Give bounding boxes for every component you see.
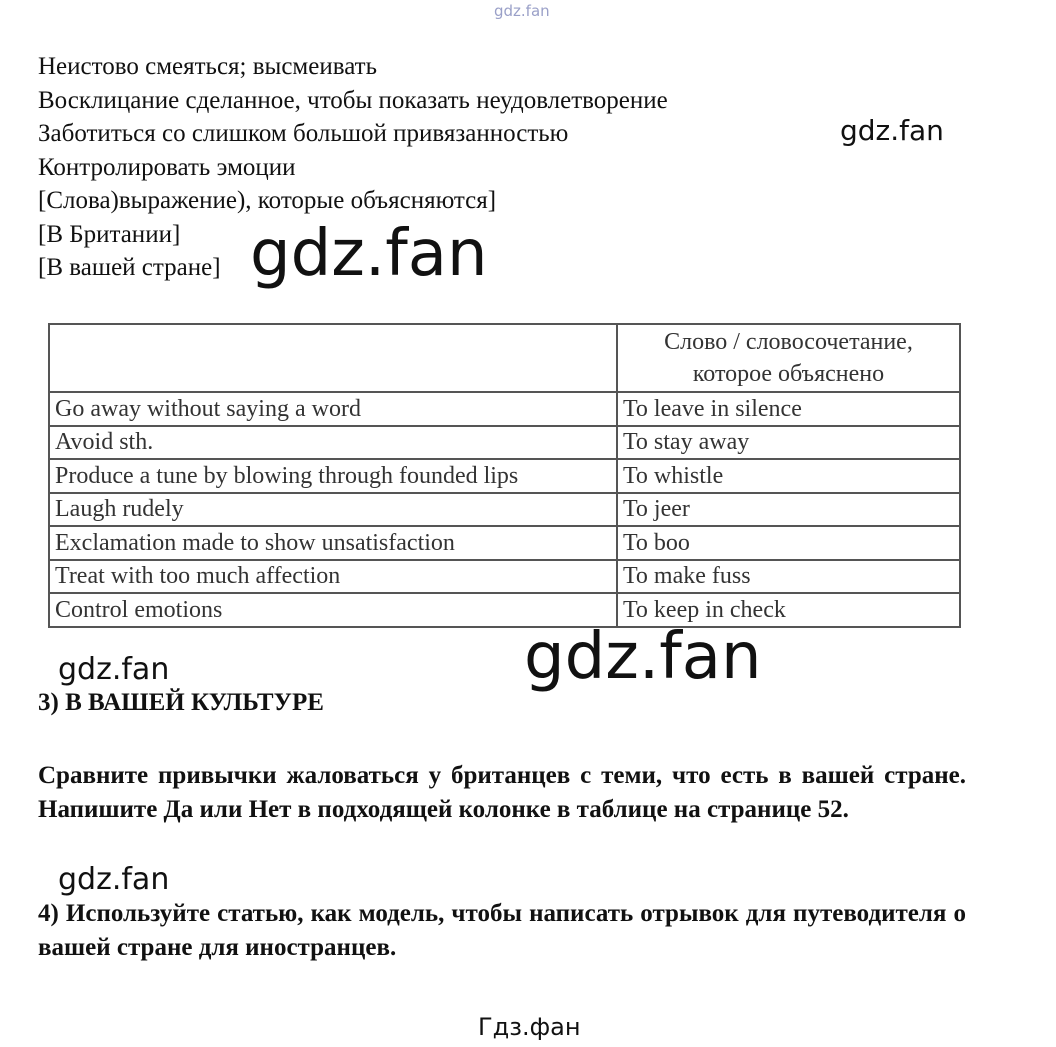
watermark-large: gdz.fan: [524, 620, 762, 694]
table-header-row: [49, 324, 960, 392]
table-row: [49, 459, 960, 493]
definition-cell: Control emotions: [49, 593, 617, 627]
table-header-definition: [49, 324, 617, 392]
intro-line: [В Британии]: [38, 220, 181, 248]
watermark-large: gdz.fan: [250, 217, 488, 291]
phrase-cell: To make fuss: [617, 560, 960, 594]
phrase-cell: To keep in check: [617, 593, 960, 627]
table-row: [49, 493, 960, 527]
watermark-right: gdz.fan: [840, 114, 944, 147]
header-phrase-line1: Слово / словосочетание,: [664, 329, 913, 355]
intro-line: Заботиться со слишком большой привязанностью: [38, 120, 569, 147]
watermark-bottom: Гдз.фан: [478, 1013, 581, 1041]
definition-cell: Laugh rudely: [49, 493, 617, 527]
table-row: [49, 526, 960, 560]
table-header-phrase: [617, 324, 960, 392]
section-3-task: Сравните привычки жаловаться у британцев с теми, что есть в вашей стране. Напишите Да или Нет в подходящей колонке в таблице на странице 52.: [38, 762, 966, 823]
phrase-cell: To whistle: [617, 459, 960, 493]
phrase-cell: To leave in silence: [617, 392, 960, 426]
table-row: [49, 392, 960, 426]
definition-cell: Exclamation made to show unsatisfaction: [49, 526, 617, 560]
definition-cell: Go away without saying a word: [49, 392, 617, 426]
watermark-left: gdz.fan: [58, 652, 170, 687]
table-row: [49, 560, 960, 594]
phrase-cell: To stay away: [617, 426, 960, 460]
intro-line: [В вашей стране]: [38, 254, 221, 281]
watermark-top: gdz.fan: [494, 2, 550, 20]
phrase-cell: To boo: [617, 526, 960, 560]
phrase-cell: To jeer: [617, 493, 960, 527]
definition-cell: Produce a tune by blowing through founded lips: [49, 459, 617, 493]
intro-line: [Слова)выражение), которые объясняются]: [38, 187, 497, 214]
intro-line: Неистово смеяться; высмеивать: [38, 53, 377, 80]
intro-line: Контролировать эмоции: [38, 153, 296, 181]
header-phrase-line2: которое объяснено: [692, 361, 885, 387]
table-row: [49, 426, 960, 460]
vocabulary-table: [48, 323, 961, 628]
definition-cell: Avoid sth.: [49, 426, 617, 460]
intro-line: Восклицание сделанное, чтобы показать неудовлетворение: [38, 86, 668, 114]
watermark-left: gdz.fan: [58, 862, 170, 897]
section-3-heading: 3) В ВАШЕЙ КУЛЬТУРЕ: [38, 689, 324, 716]
table-row: [49, 593, 960, 627]
definition-cell: Treat with too much affection: [49, 560, 617, 594]
section-4-task: 4) Используйте статью, как модель, чтобы написать отрывок для путеводителя о вашей стране для иностранцев.: [38, 900, 966, 961]
